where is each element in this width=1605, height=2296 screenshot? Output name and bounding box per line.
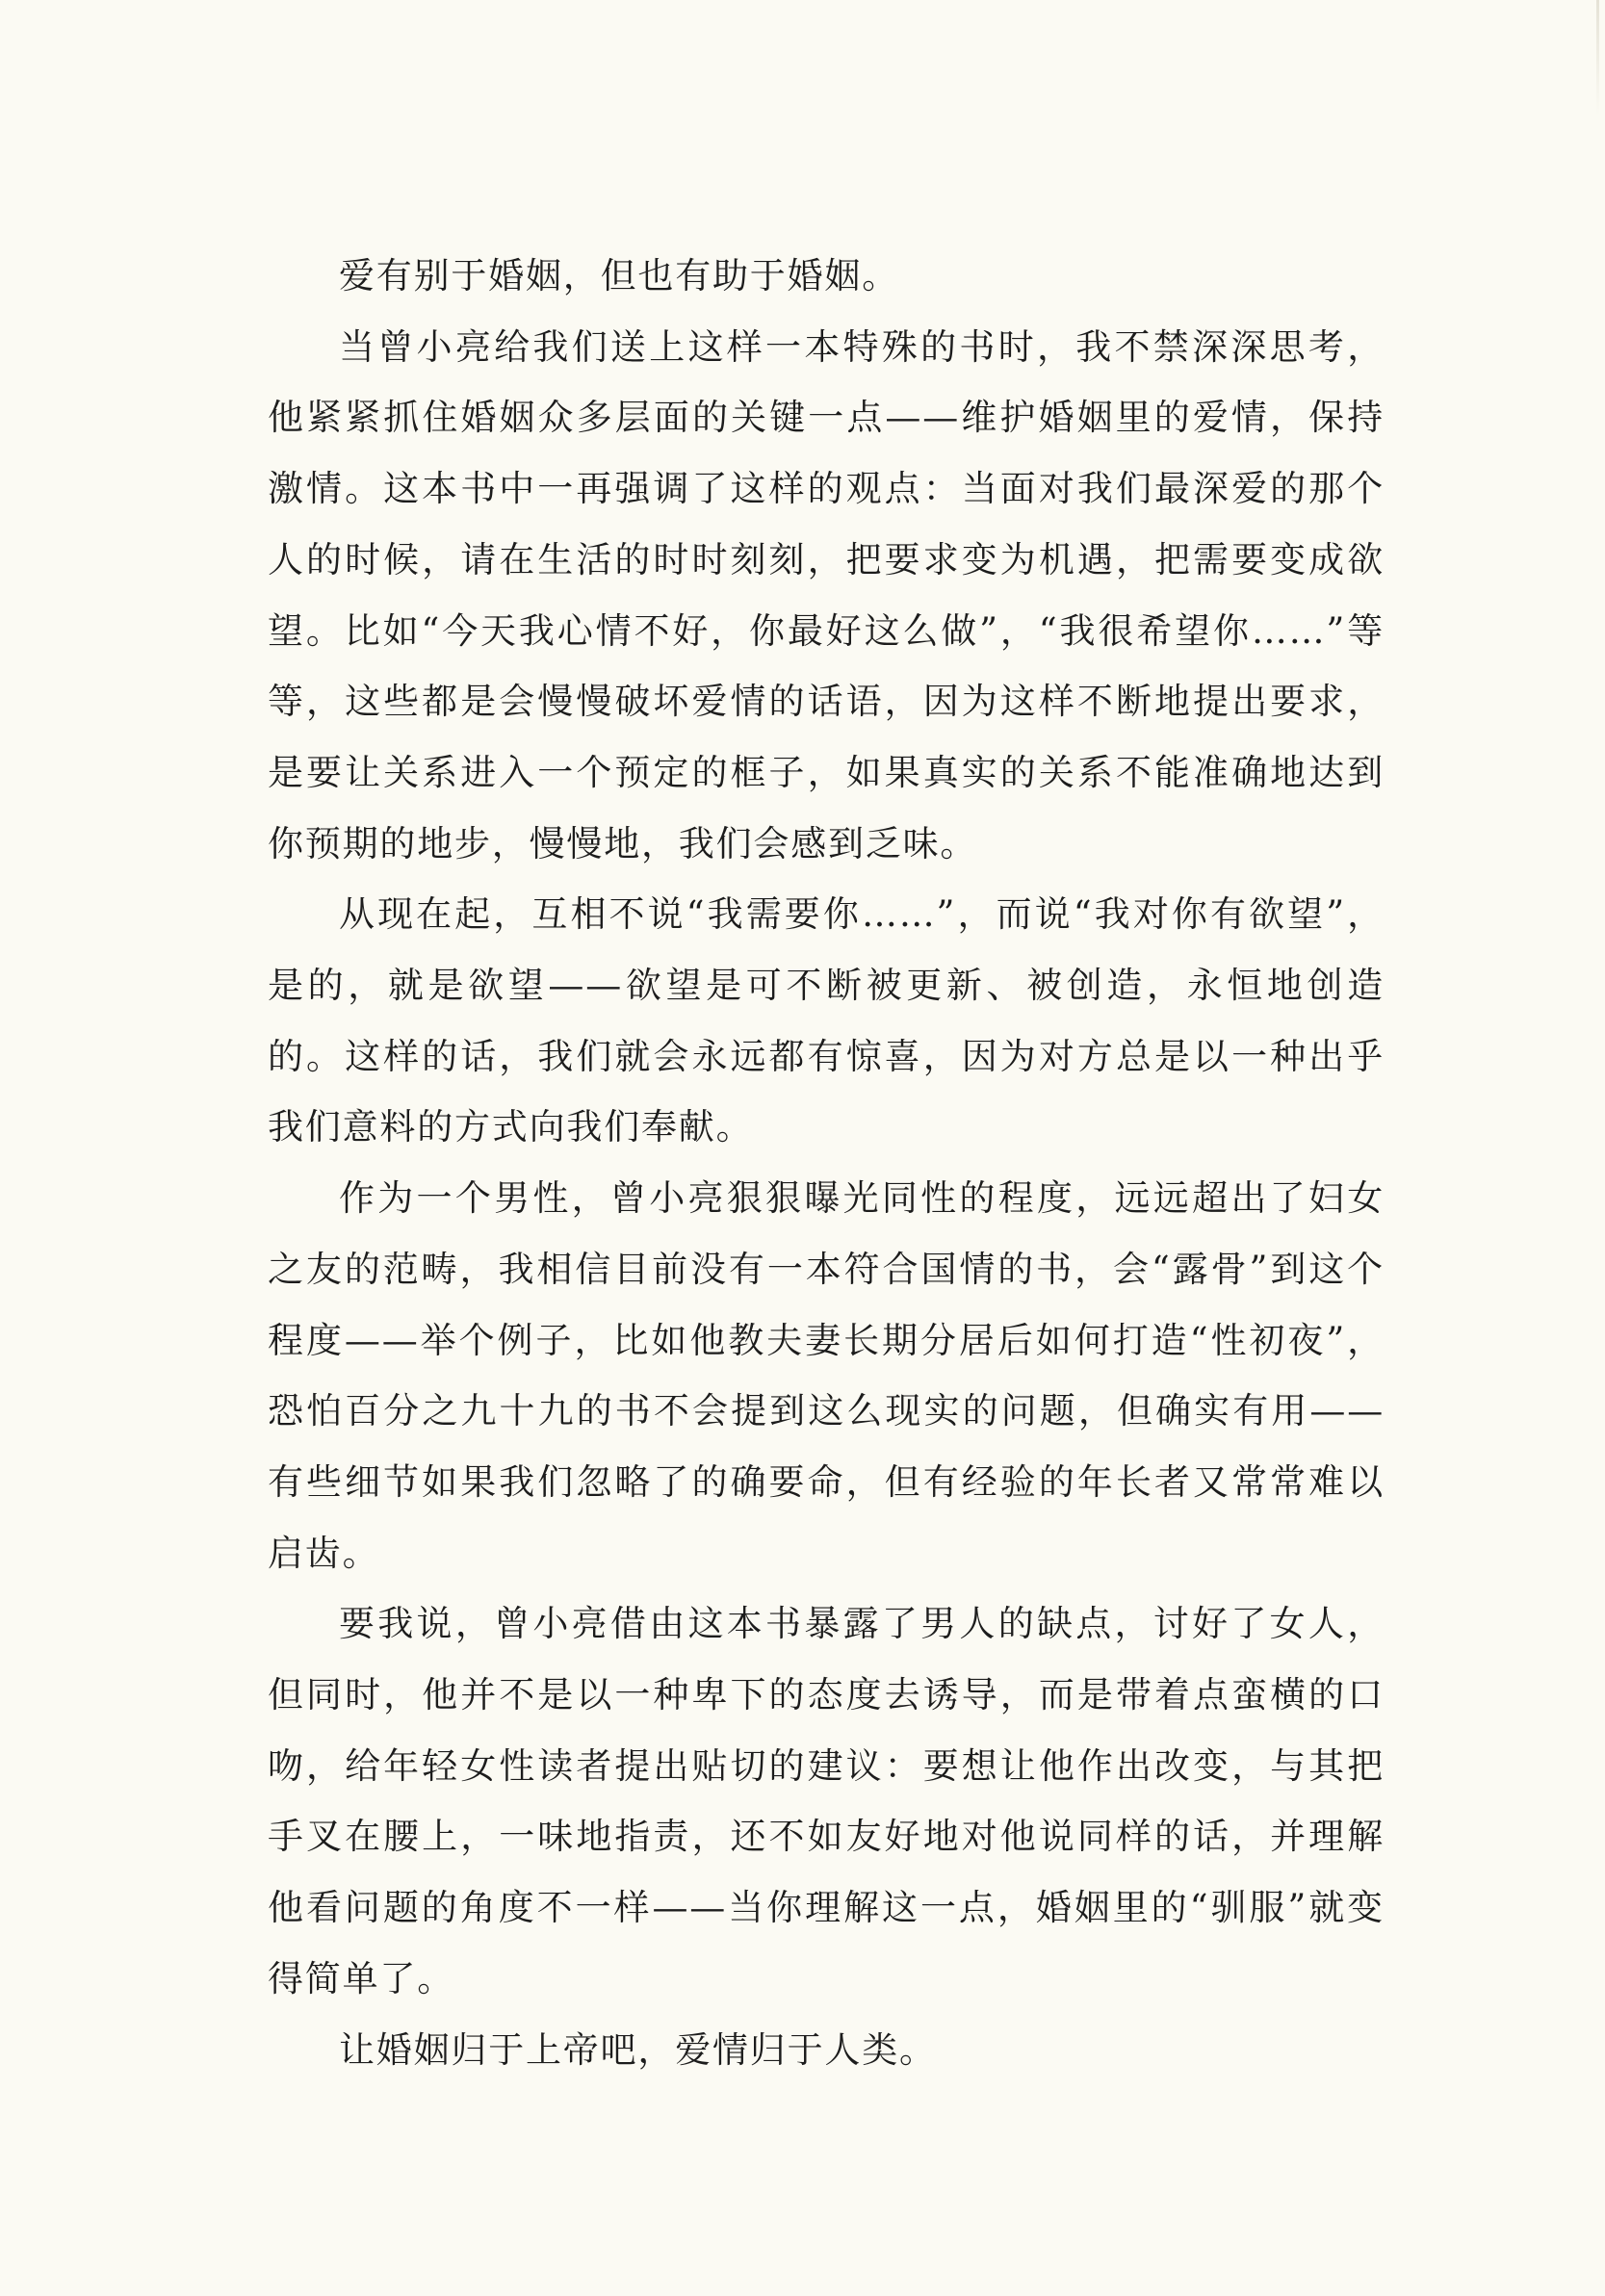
paragraph-5: 要我说，曾小亮借由这本书暴露了男人的缺点，讨好了女人，但同时，他并不是以一种卑下的态度去诱导，而是带着点蛮横的口吻，给年轻女性读者提出贴切的建议：要想让他作出改变，与其把手叉在腰上，一味地指责，还不如友好地对他说同样的话，并理解他看问题的角度不一样——当你理解这一点，婚姻里的“驯服”就变得简单了。 [268, 1603, 1385, 1999]
paragraph-1: 爱有别于婚姻，但也有助于婚姻。 [339, 255, 899, 297]
paragraph-3: 从现在起，互相不说“我需要你……”，而说“我对你有欲望”，是的，就是欲望——欲望是可不断被更新、被创造，永恒地创造的。这样的话，我们就会永远都有惊喜，因为对方总是以一种出乎我们意料的方式向我们奉献。 [268, 893, 1385, 1148]
body-text [268, 241, 1385, 2085]
paragraph-2: 当曾小亮给我们送上这样一本特殊的书时，我不禁深深思考，他紧紧抓住婚姻众多层面的关键一点——维护婚姻里的爱情，保持激情。这本书中一再强调了这样的观点：当面对我们最深爱的那个人的时候，请在生活的时时刻刻，把要求变为机遇，把需要变成欲望。比如“今天我心情不好，你最好这么做”，“我很希望你……”等等，这些都是会慢慢破坏爱情的话语，因为这样不断地提出要求，是要让关系进入一个预定的框子，如果真实的关系不能准确地达到你预期的地步，慢慢地，我们会感到乏味。 [268, 325, 1385, 864]
paragraph-6: 让婚姻归于上帝吧，爱情归于人类。 [339, 2028, 937, 2071]
paragraph-4: 作为一个男性，曾小亮狠狠曝光同性的程度，远远超出了妇女之友的范畴，我相信目前没有一本符合国情的书，会“露骨”到这个程度——举个例子，比如他教夫妻长期分居后如何打造“性初夜”，恐怕百分之九十九的书不会提到这么现实的问题，但确实有用——有些细节如果我们忽略了的确要命，但有经验的年长者又常常难以启齿。 [268, 1177, 1385, 1574]
page-edge-shadow [1596, 0, 1599, 116]
